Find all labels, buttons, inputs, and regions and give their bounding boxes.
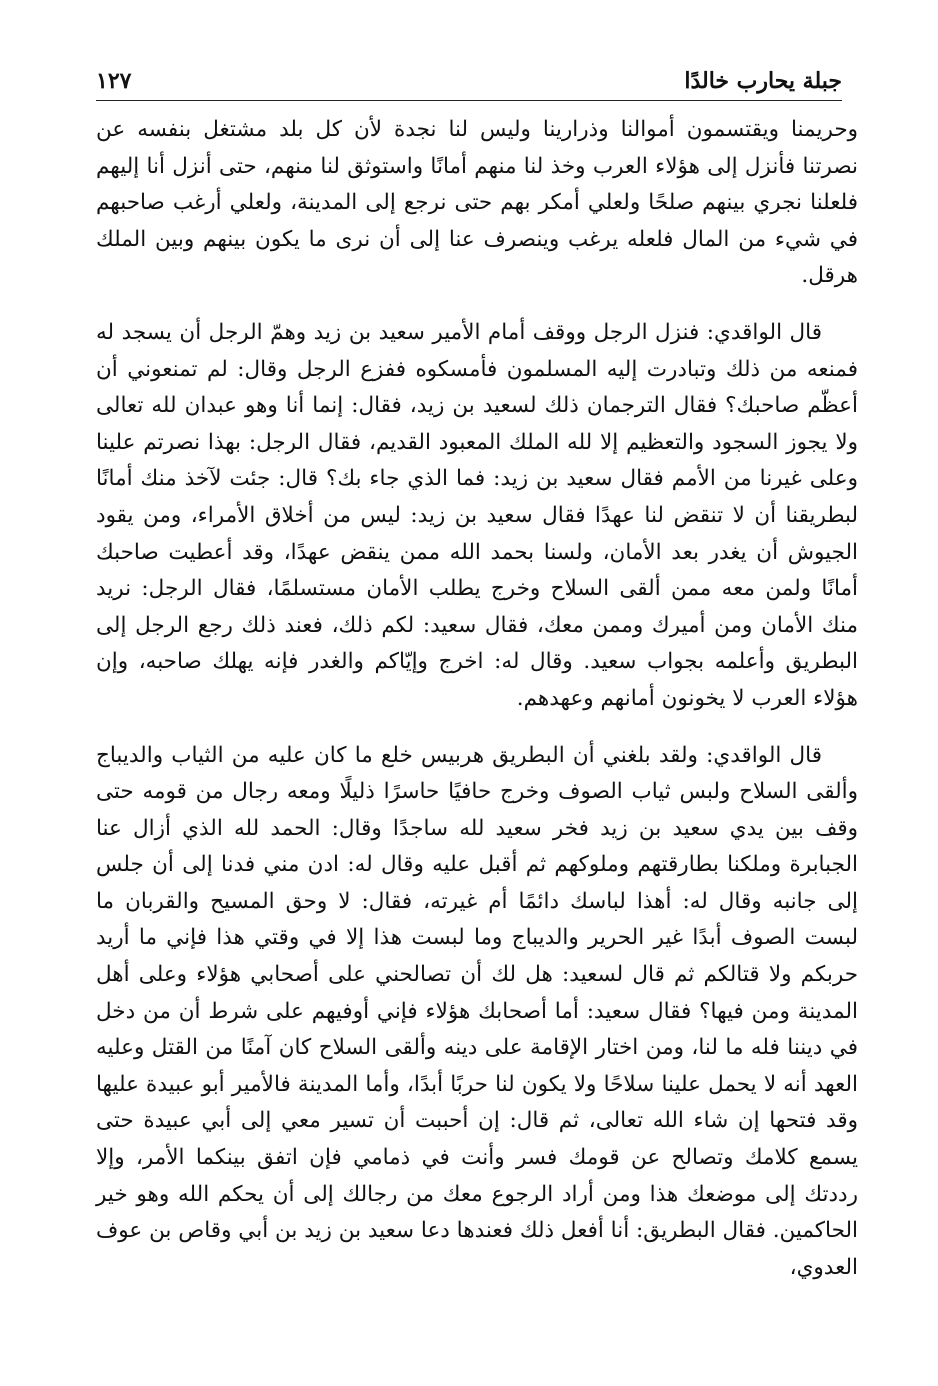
page-header <box>96 58 842 96</box>
paragraph-2: قال الواقدي: فنزل الرجل ووقف أمام الأمير سعيد بن زيد وهمّ الرجل أن يسجد له فمنعه من ذلك وتبادرت إليه المسلمون فأمسكوه ففزع الرجل وقال: لم تمنعوني أن أعظّم صاحبك؟ فقال الترجمان ذلك لسعيد بن زيد، فقال: إنما أنا وهو عبدان لله تعالى ولا يجوز السجود والتعظيم إلا لله الملك المعبود القديم، فقال الرجل: بهذا نصرتم علينا وعلى غيرنا من الأمم فقال سعيد بن زيد: فما الذي جاء بك؟ قال: جئت لآخذ منك أمانًا لبطريقنا أن لا تنقض لنا عهدًا فقال سعيد بن زيد: ليس من أخلاق الأمراء، ومن يقود الجيوش أن يغدر بعد الأمان، ولسنا بحمد الله ممن ينقض عهدًا، وقد أعطيت صاحبك أمانًا ولمن معه ممن ألقى السلاح وخرج يطلب الأمان مستسلمًا، فقال الرجل: نريد منك الأمان ومن أميرك وممن معك، فقال سعيد: لكم ذلك، فعند ذلك رجع الرجل إلى البطريق وأعلمه بجواب سعيد. وقال له: اخرج وإيّاكم والغدر فإنه يهلك صاحبه، وإن هؤلاء العرب لا يخونون أمانهم وعهدهم. <box>96 319 858 711</box>
paragraph-1: وحريمنا ويقتسمون أموالنا وذرارينا وليس لنا نجدة لأن كل بلد مشتغل بنفسه عن نصرتنا فأنزل إلى هؤلاء العرب وخذ لنا منهم أمانًا واستوثق لنا منهم، حتى أنزل أنا إليهم فلعلنا نجري بينهم صلحًا ولعلي أمكر بهم حتى نرجع إلى المدينة، ولعلي أرغب صاحبهم في شيء من المال فلعله يرغب وينصرف عنا إلى أن نرى ما يكون بينهم وبين الملك هرقل. <box>96 117 858 289</box>
body-text <box>96 112 858 1286</box>
page-number: ١٢٧ <box>96 68 132 94</box>
header-divider <box>96 100 842 101</box>
paragraph-gap <box>96 295 858 315</box>
running-title: جبلة يحارب خالدًا <box>684 68 842 94</box>
paragraph-gap <box>96 718 858 738</box>
paragraph-3: قال الواقدي: ولقد بلغني أن البطريق هربيس خلع ما كان عليه من الثياب والديباج وألقى السلاح ولبس ثياب الصوف وخرج حافيًا حاسرًا ذليلًا ومعه رجال من قومه حتى وقف بين يدي سعيد بن زيد فخر سعيد لله ساجدًا وقال: الحمد لله الذي أزال عنا الجبابرة وملكنا بطارقتهم وملوكهم ثم أقبل عليه وقال له: ادن مني فدنا إلى أن جلس إلى جانبه وقال له: أهذا لباسك دائمًا أم غيرته، فقال: لا وحق المسيح والقربان ما لبست الصوف أبدًا غير الحرير والديباج وما لبست هذا إلا في وقتي هذا فإني ما أريد حربكم ولا قتالكم ثم قال لسعيد: هل لك أن تصالحني على أصحابي هؤلاء وعلى أهل المدينة ومن فيها؟ فقال سعيد: أما أصحابك هؤلاء فإني أوفيهم على شرط أن من دخل في ديننا فله ما لنا، ومن اختار الإقامة على دينه وألقى السلاح كان آمنًا من القتل وعليه العهد أنه لا يحمل علينا سلاحًا ولا يكون لنا حربًا أبدًا، وأما المدينة فالأمير أبو عبيدة عليها وقد فتحها إن شاء الله تعالى، ثم قال: إن أحببت أن تسير معي إلى أبي عبيدة حتى يسمع كلامك وتصالح عن قومك فسر وأنت في ذمامي فإن اتفق بينكما الأمر، وإلا رددتك إلى موضعك هذا ومن أراد الرجوع معك من رجالك إلى أن يحكم الله وهو خير الحاكمين. فقال البطريق: أنا أفعل ذلك فعندها دعا سعيد بن زيد بن أبي وقاص بن عوف العدوي، <box>96 742 858 1280</box>
